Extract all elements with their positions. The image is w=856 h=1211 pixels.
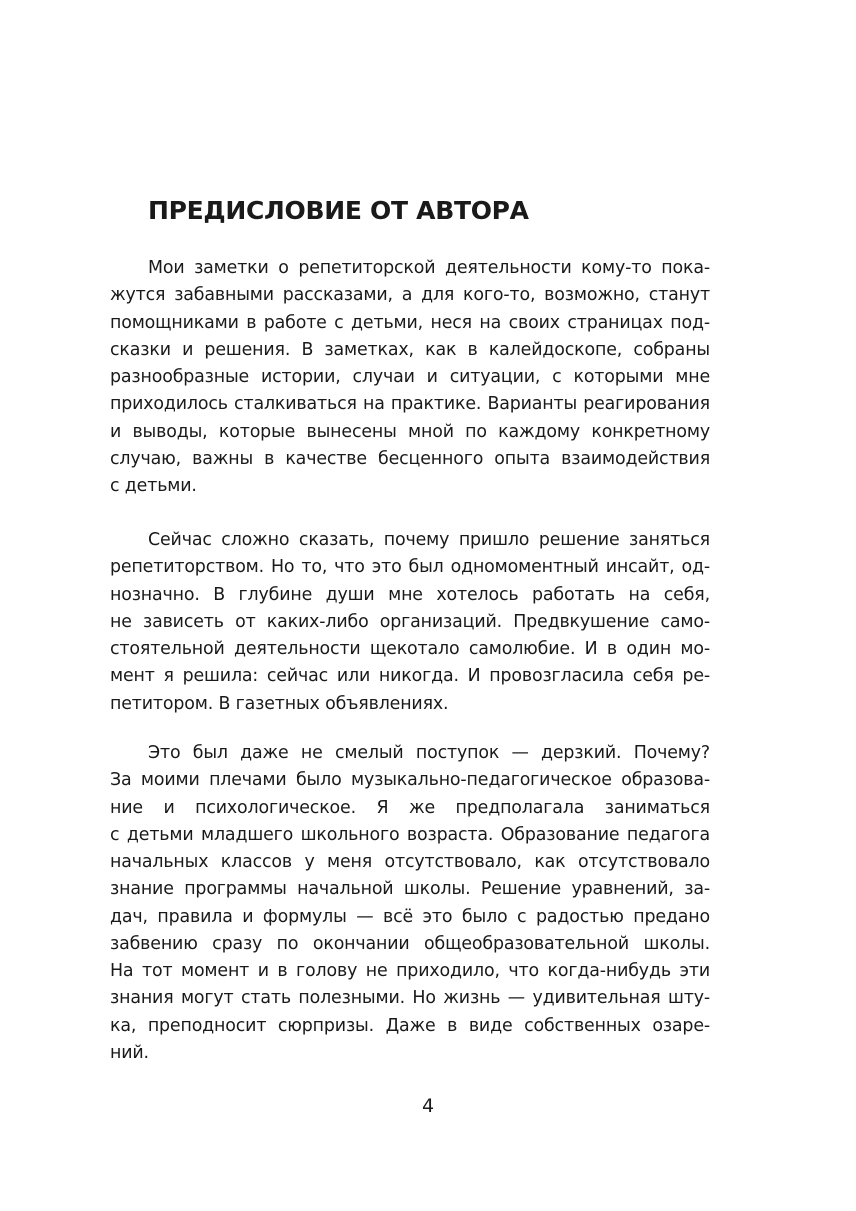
text-line: Сейчас сложно сказать, почему пришло решение заняться bbox=[148, 530, 710, 550]
text-line: жутся забавными рассказами, а для кого-то, возможно, станут bbox=[110, 285, 710, 306]
text-line: сказки и решения. В заметках, как в калейдоскопе, собраны bbox=[110, 339, 710, 360]
text-line: не зависеть от каких-либо организаций. Предвкушение само- bbox=[110, 611, 710, 632]
paragraph-3 bbox=[110, 740, 710, 1067]
text-line: На тот момент и в голову не приходило, что когда-нибудь эти bbox=[110, 961, 710, 981]
paragraph-2 bbox=[110, 527, 710, 718]
text-line: дач, правила и формулы — всё это было с радостью предано bbox=[110, 906, 710, 927]
text-line: знания могут стать полезными. Но жизнь — удивительная шту- bbox=[110, 988, 710, 1009]
text-line: ка, преподносит сюрпризы. Даже в виде собственных озаре- bbox=[110, 1015, 710, 1036]
text-line: Мои заметки о репетиторской деятельности кому-то пока- bbox=[148, 258, 710, 278]
text-line: с детьми. bbox=[110, 476, 197, 496]
text-line: мент я решила: сейчас или никогда. И провозгласила себя ре- bbox=[110, 666, 710, 687]
text-line: нозначно. В глубине души мне хотелось работать на себя, bbox=[110, 584, 710, 605]
text-line: забвению сразу по окончании общеобразовательной школы. bbox=[110, 933, 710, 954]
text-line: помощниками в работе с детьми, неся на своих страницах под- bbox=[110, 312, 710, 333]
text-line: случаю, важны в качестве бесценного опыта взаимодействия bbox=[110, 448, 710, 469]
page-number: 4 bbox=[421, 1095, 435, 1117]
text-line: приходилось сталкиваться на практике. Варианты реагирования bbox=[110, 394, 710, 415]
text-line: начальных классов у меня отсутствовало, как отсутствовало bbox=[110, 852, 710, 872]
text-line: и выводы, которые вынесены мной по каждому конкретному bbox=[110, 421, 710, 442]
text-line: За моими плечами было музыкально-педагогическое образова- bbox=[110, 770, 710, 791]
text-line: ние и психологическое. Я же предполагала заниматься bbox=[110, 797, 710, 818]
text-line: с детьми младшего школьного возраста. Образование педагога bbox=[110, 824, 710, 845]
text-line: разнообразные истории, случаи и ситуации, с которыми мне bbox=[110, 367, 710, 387]
paragraph-1 bbox=[110, 255, 710, 500]
chapter-heading: ПРЕДИСЛОВИЕ ОТ АВТОРА bbox=[148, 196, 529, 225]
text-line: ний. bbox=[110, 1042, 149, 1063]
text-line: репетиторством. Но то, что это был одномоментный инсайт, од- bbox=[110, 557, 710, 578]
text-line: Это был даже не смелый поступок — дерзкий. Почему? bbox=[148, 743, 710, 763]
text-line: знание программы начальной школы. Решение уравнений, за- bbox=[110, 879, 710, 900]
text-line: петитором. В газетных объявлениях. bbox=[110, 693, 449, 714]
text-line: стоятельной деятельности щекотало самолюбие. И в один мо- bbox=[110, 639, 710, 659]
